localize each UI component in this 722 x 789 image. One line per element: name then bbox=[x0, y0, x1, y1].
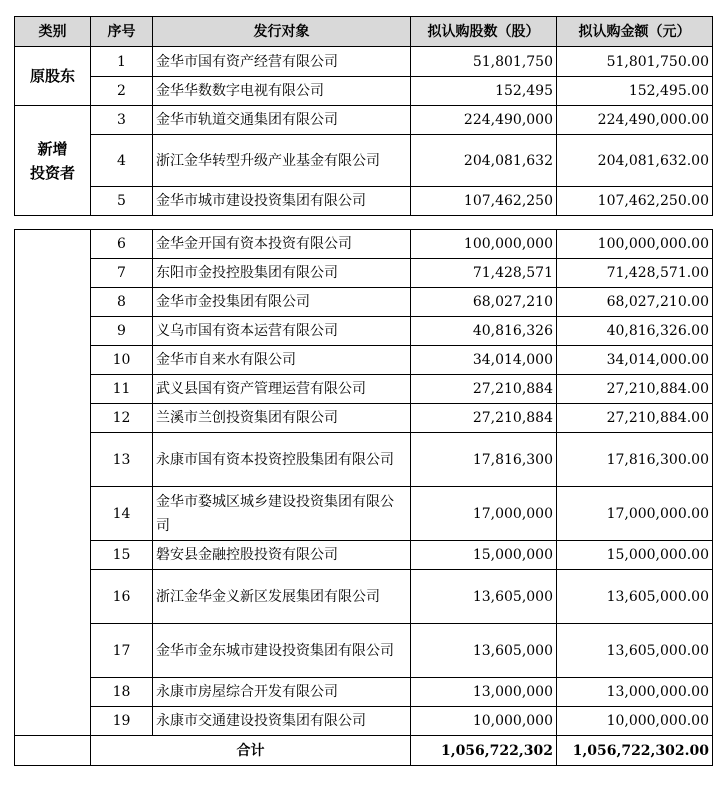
amount-cell: 71,428,571.00 bbox=[557, 259, 713, 288]
amount-cell: 15,000,000.00 bbox=[557, 541, 713, 570]
seq-cell: 4 bbox=[91, 135, 153, 187]
total-label: 合计 bbox=[91, 736, 411, 766]
shares-cell: 10,000,000 bbox=[411, 707, 557, 736]
shares-cell: 71,428,571 bbox=[411, 259, 557, 288]
subscription-table-part2 bbox=[14, 229, 713, 766]
table-row bbox=[15, 259, 713, 288]
seq-cell: 9 bbox=[91, 317, 153, 346]
issuer-cell: 义乌市国有资本运营有限公司 bbox=[153, 317, 411, 346]
amount-cell: 17,816,300.00 bbox=[557, 433, 713, 487]
table-row bbox=[15, 230, 713, 259]
amount-cell: 224,490,000.00 bbox=[557, 106, 713, 135]
shares-cell: 13,605,000 bbox=[411, 624, 557, 678]
header-category: 类别 bbox=[15, 17, 91, 47]
header-shares: 拟认购股数（股） bbox=[411, 17, 557, 47]
table-row bbox=[15, 288, 713, 317]
table-row bbox=[15, 707, 713, 736]
shares-cell: 51,801,750 bbox=[411, 47, 557, 77]
table-row bbox=[15, 135, 713, 187]
issuer-cell: 永康市房屋综合开发有限公司 bbox=[153, 678, 411, 707]
category-new-line2: 投资者 bbox=[29, 163, 75, 182]
amount-cell: 27,210,884.00 bbox=[557, 375, 713, 404]
issuer-cell: 金华市自来水有限公司 bbox=[153, 346, 411, 375]
table-row bbox=[15, 487, 713, 541]
shares-cell: 68,027,210 bbox=[411, 288, 557, 317]
issuer-cell: 永康市国有资本投资控股集团有限公司 bbox=[153, 433, 411, 487]
amount-cell: 152,495.00 bbox=[557, 77, 713, 106]
table-row bbox=[15, 541, 713, 570]
amount-cell: 107,462,250.00 bbox=[557, 187, 713, 216]
header-seq: 序号 bbox=[91, 17, 153, 47]
seq-cell: 11 bbox=[91, 375, 153, 404]
shares-cell: 40,816,326 bbox=[411, 317, 557, 346]
category-original-shareholders: 原股东 bbox=[15, 47, 91, 106]
shares-cell: 15,000,000 bbox=[411, 541, 557, 570]
seq-cell: 16 bbox=[91, 570, 153, 624]
amount-cell: 34,014,000.00 bbox=[557, 346, 713, 375]
issuer-cell: 武义县国有资产管理运营有限公司 bbox=[153, 375, 411, 404]
issuer-cell: 金华市金东城市建设投资集团有限公司 bbox=[153, 624, 411, 678]
seq-cell: 17 bbox=[91, 624, 153, 678]
table-row bbox=[15, 678, 713, 707]
shares-cell: 204,081,632 bbox=[411, 135, 557, 187]
table-row bbox=[15, 433, 713, 487]
total-blank-cell bbox=[15, 736, 91, 766]
seq-cell: 14 bbox=[91, 487, 153, 541]
table-row bbox=[15, 624, 713, 678]
total-amount: 1,056,722,302.00 bbox=[557, 736, 713, 766]
shares-cell: 27,210,884 bbox=[411, 375, 557, 404]
amount-cell: 68,027,210.00 bbox=[557, 288, 713, 317]
table-row bbox=[15, 570, 713, 624]
issuer-cell: 兰溪市兰创投资集团有限公司 bbox=[153, 404, 411, 433]
seq-cell: 8 bbox=[91, 288, 153, 317]
issuer-cell: 金华华数数字电视有限公司 bbox=[153, 77, 411, 106]
issuer-cell: 金华市城市建设投资集团有限公司 bbox=[153, 187, 411, 216]
shares-cell: 34,014,000 bbox=[411, 346, 557, 375]
shares-cell: 100,000,000 bbox=[411, 230, 557, 259]
total-row bbox=[15, 736, 713, 766]
issuer-cell: 金华金开国有资本投资有限公司 bbox=[153, 230, 411, 259]
issuer-cell: 浙江金华金义新区发展集团有限公司 bbox=[153, 570, 411, 624]
shares-cell: 13,605,000 bbox=[411, 570, 557, 624]
shares-cell: 27,210,884 bbox=[411, 404, 557, 433]
seq-cell: 12 bbox=[91, 404, 153, 433]
amount-cell: 13,605,000.00 bbox=[557, 624, 713, 678]
category-continued-cell bbox=[15, 230, 91, 736]
issuer-cell: 东阳市金投控股集团有限公司 bbox=[153, 259, 411, 288]
amount-cell: 51,801,750.00 bbox=[557, 47, 713, 77]
table-row bbox=[15, 346, 713, 375]
table-row bbox=[15, 47, 713, 77]
shares-cell: 17,000,000 bbox=[411, 487, 557, 541]
seq-cell: 2 bbox=[91, 77, 153, 106]
issuer-cell: 金华市婺城区城乡建设投资集团有限公司 bbox=[153, 487, 411, 541]
seq-cell: 18 bbox=[91, 678, 153, 707]
issuer-cell: 浙江金华转型升级产业基金有限公司 bbox=[153, 135, 411, 187]
amount-cell: 17,000,000.00 bbox=[557, 487, 713, 541]
amount-cell: 13,605,000.00 bbox=[557, 570, 713, 624]
table-row bbox=[15, 187, 713, 216]
seq-cell: 3 bbox=[91, 106, 153, 135]
table-row bbox=[15, 375, 713, 404]
category-new-line1: 新增 bbox=[37, 139, 68, 158]
issuer-cell: 金华市金投集团有限公司 bbox=[153, 288, 411, 317]
seq-cell: 7 bbox=[91, 259, 153, 288]
header-issuer: 发行对象 bbox=[153, 17, 411, 47]
amount-cell: 40,816,326.00 bbox=[557, 317, 713, 346]
seq-cell: 19 bbox=[91, 707, 153, 736]
category-new-investors bbox=[15, 106, 91, 216]
issuer-cell: 金华市国有资产经营有限公司 bbox=[153, 47, 411, 77]
issuer-cell: 永康市交通建设投资集团有限公司 bbox=[153, 707, 411, 736]
seq-cell: 5 bbox=[91, 187, 153, 216]
total-shares: 1,056,722,302 bbox=[411, 736, 557, 766]
issuer-cell: 磐安县金融控股投资有限公司 bbox=[153, 541, 411, 570]
amount-cell: 27,210,884.00 bbox=[557, 404, 713, 433]
shares-cell: 17,816,300 bbox=[411, 433, 557, 487]
amount-cell: 10,000,000.00 bbox=[557, 707, 713, 736]
seq-cell: 1 bbox=[91, 47, 153, 77]
table-header-row bbox=[15, 17, 713, 47]
seq-cell: 15 bbox=[91, 541, 153, 570]
seq-cell: 13 bbox=[91, 433, 153, 487]
shares-cell: 13,000,000 bbox=[411, 678, 557, 707]
seq-cell: 6 bbox=[91, 230, 153, 259]
amount-cell: 100,000,000.00 bbox=[557, 230, 713, 259]
table-row bbox=[15, 77, 713, 106]
amount-cell: 13,000,000.00 bbox=[557, 678, 713, 707]
subscription-table-part1 bbox=[14, 16, 713, 216]
amount-cell: 204,081,632.00 bbox=[557, 135, 713, 187]
header-amount: 拟认购金额（元） bbox=[557, 17, 713, 47]
table-row bbox=[15, 404, 713, 433]
seq-cell: 10 bbox=[91, 346, 153, 375]
issuer-cell: 金华市轨道交通集团有限公司 bbox=[153, 106, 411, 135]
shares-cell: 152,495 bbox=[411, 77, 557, 106]
shares-cell: 107,462,250 bbox=[411, 187, 557, 216]
table-row bbox=[15, 317, 713, 346]
table-row bbox=[15, 106, 713, 135]
shares-cell: 224,490,000 bbox=[411, 106, 557, 135]
